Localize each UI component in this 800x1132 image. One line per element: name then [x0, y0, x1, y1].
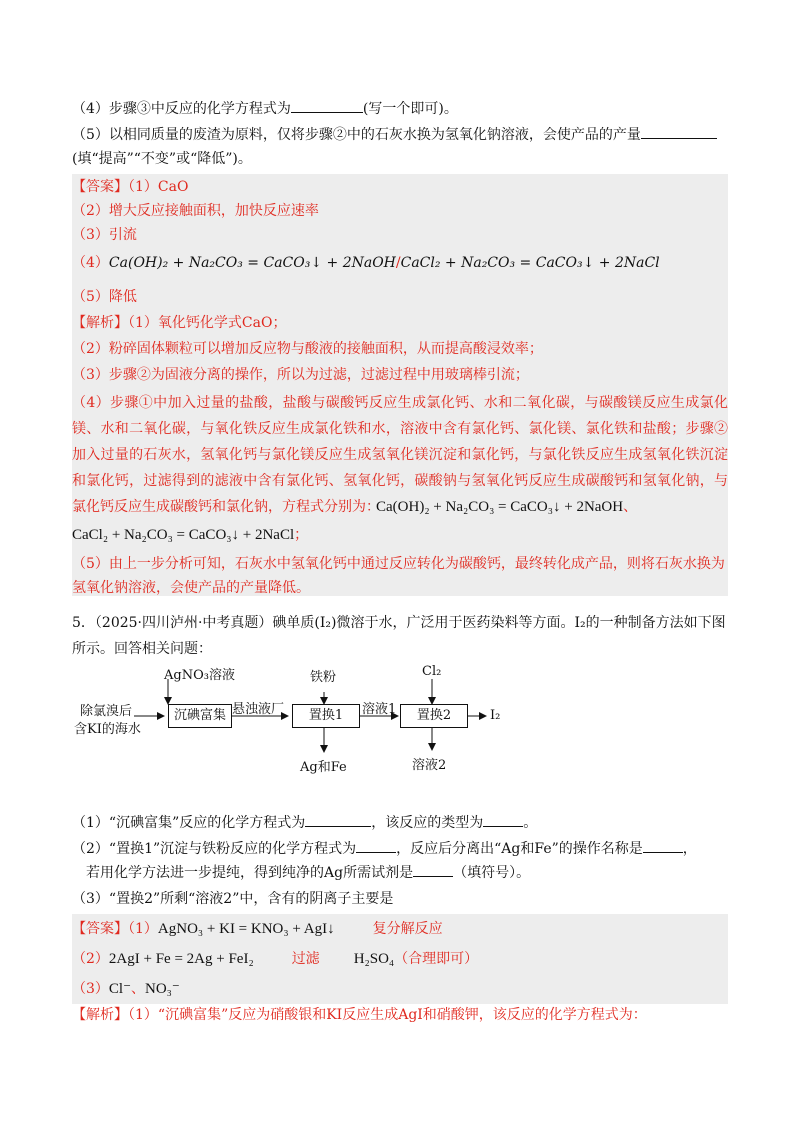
q4-answer-5: （5）降低	[72, 289, 137, 305]
q5-stem: 5．（2025·四川泸州·中考真题）碘单质(I₂)微溶于水，广泛用于医药染料等方面。I₂的一种制备方法如下图所示。回答相关问题：	[72, 615, 726, 657]
q4-step5-cont: (填“提高”“不变”或“降低”)。	[72, 151, 252, 167]
answer-blank[interactable]	[413, 863, 453, 877]
reagent-iron-powder: 铁粉	[310, 670, 337, 685]
q4-answer-2: （2）增大反应接触面积，加快反应速率	[72, 203, 319, 219]
box-iodine-enrichment: 沉碘富集	[168, 704, 232, 728]
q5-sub2b: 若用化学方法进一步提纯，得到纯净的Ag所需试剂是 （填符号）。	[86, 865, 531, 881]
equation: 2AgI + Fe = 2Ag + FeI₂	[108, 951, 254, 967]
q4-analysis-1: 【解析】（1）氧化钙化学式CaO；	[72, 315, 287, 331]
q4-analysis-5: （5）由上一步分析可知，石灰水中氢氧化钙中通过反应转化为碳酸钙，最终转化成产品，则将石灰水换为氢氧化钠溶液，会使产品的产量降低。	[72, 556, 725, 596]
box-displacement-2: 置换2	[400, 704, 468, 728]
box-displacement-1: 置换1	[292, 704, 360, 728]
answer-blank[interactable]	[305, 813, 371, 827]
answer-blank[interactable]	[483, 813, 523, 827]
equation: Ca(OH)₂ + Na₂CO₃ = CaCO₃↓ + 2NaOH	[376, 499, 624, 515]
q4-analysis-4-eq1: Ca(OH)₂ + Na₂CO₃ = CaCO₃↓ + 2NaOH、	[376, 499, 638, 515]
q5-sub2: （2）“置换1”沉淀与铁粉反应的化学方程式为 ，反应后分离出“Ag和Fe”的操作名称是 ，	[72, 841, 697, 857]
q5-analysis-1: 【解析】（1）“沉碘富集”反应为硝酸银和KI反应生成AgI和硝酸钾，该反应的化学方程式为：	[72, 1007, 647, 1023]
q4-step4: （4）步骤③中反应的化学方程式为 (写一个即可)。	[72, 101, 458, 117]
equation: CaCl₂ + Na₂CO₃ = CaCO₃↓ + 2NaCl	[400, 255, 660, 271]
process-flow-diagram	[72, 664, 732, 784]
q4-answer-3: （3）引流	[72, 227, 137, 243]
answer-blank[interactable]	[643, 839, 683, 853]
input-seawater-2: 含KI的海水	[74, 722, 141, 737]
q5-sub3: （3）“置换2”所剩“溶液2”中，含有的阴离子主要是	[72, 891, 394, 907]
equation: Ca(OH)₂ + Na₂CO₃ = CaCO₃↓ + 2NaOH	[108, 255, 396, 271]
input-seawater: 除氯溴后	[80, 704, 133, 719]
answer-blank[interactable]	[641, 125, 717, 139]
flow-solution-1: 溶液1	[362, 702, 397, 717]
equation: AgNO₃ + KI = KNO₃ + AgI↓	[157, 921, 335, 937]
output-solution-2: 溶液2	[412, 758, 447, 773]
output-ag-fe: Ag和Fe	[300, 760, 347, 775]
flow-suspension: 悬浊液厂	[232, 702, 285, 717]
q4-step5: （5）以相同质量的废渣为原料，仅将步骤②中的石灰水换为氢氧化钠溶液，会使产品的产量	[72, 124, 728, 146]
q4-analysis-3: （3）步骤②为固液分离的操作，所以为过滤，过滤过程中用玻璃棒引流；	[72, 367, 529, 383]
q4-answer-1: 【答案】（1）CaO	[72, 179, 189, 195]
equation: CaCl₂ + Na₂CO₃ = CaCO₃↓ + 2NaCl	[72, 527, 295, 543]
answer-blank[interactable]	[356, 839, 396, 853]
q5-sub1: （1）“沉碘富集”反应的化学方程式为 ，该反应的类型为 。	[72, 815, 538, 831]
q5-answer-3: （3）Cl⁻、NO₃⁻	[72, 981, 180, 997]
reagent-agno3: AgNO₃溶液	[164, 668, 235, 683]
q4-answer-4: （4）Ca(OH)₂ + Na₂CO₃ = CaCO₃↓ + 2NaOH/CaCl₂ + Na₂CO₃ = CaCO₃↓ + 2NaCl	[72, 255, 660, 271]
q4-analysis-4-eq2: CaCl₂ + Na₂CO₃ = CaCO₃↓ + 2NaCl；	[72, 527, 309, 543]
q5-answer-2: （2）2AgI + Fe = 2Ag + FeI₂ 过滤 H₂SO₄（合理即可）	[72, 951, 479, 967]
q4-analysis-2: （2）粉碎固体颗粒可以增加反应物与酸液的接触面积，从而提高酸浸效率；	[72, 341, 543, 357]
reagent-cl2: Cl₂	[422, 664, 442, 679]
product-iodine: I₂	[490, 708, 501, 723]
answer-blank[interactable]	[291, 99, 363, 113]
q5-answer-1: 【答案】（1）AgNO₃ + KI = KNO₃ + AgI↓ 复分解反应	[72, 921, 443, 937]
q4-analysis-4: （4）步骤①中加入过量的盐酸，盐酸与碳酸钙反应生成氯化钙、水和二氧化碳，与碳酸镁反应生成氯化镁、水和二氧化碳，与氧化铁反应生成氯化铁和水，溶液中含有氯化钙、氯化镁、氯化铁和盐酸；步骤②加入过量的石灰水，氢氧化钙与氯化镁反应生成氢氧化镁沉淀和氯化钙，与氯化铁反应生成氢氧化铁沉淀和氯化钙，过滤得到的滤液中含有氯化钙、氢氧化钙，碳酸钠与氢氧化钙反应生成碳酸钙和氢氧化钠，与氯化钙反应生成碳酸钙和氯化钠，方程式分别为：	[72, 395, 728, 515]
